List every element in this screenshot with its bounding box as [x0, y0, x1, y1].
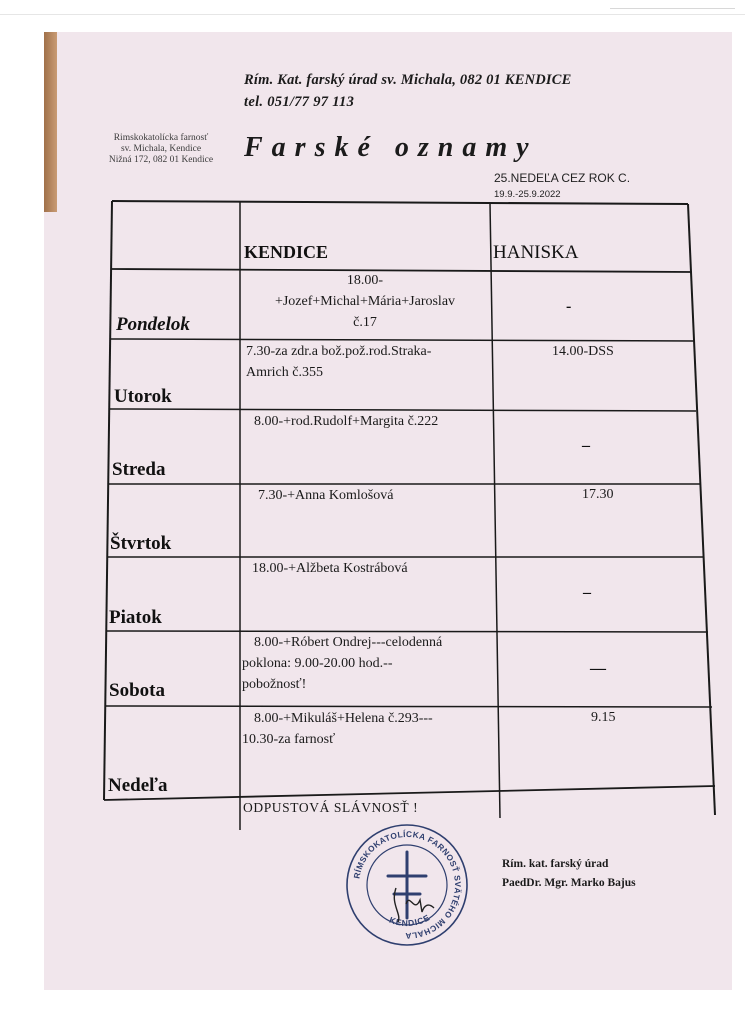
kendice-pondelok-line-2: +Jozef+Michal+Mária+Jaroslav — [274, 294, 456, 309]
office-phone: tel. 051/77 97 113 — [244, 94, 355, 110]
haniska-pondelok: - — [566, 298, 572, 315]
kendice-sobota — [240, 632, 498, 695]
week-label: 25.NEDEĽA CEZ ROK C. — [494, 171, 631, 185]
haniska-nedela: 9.15 — [591, 710, 616, 725]
haniska-streda: – — [582, 437, 590, 454]
signature-office: Rím. kat. farský úrad — [502, 858, 609, 870]
day-nedela: Nedeľa — [108, 775, 168, 796]
day-utorok: Utorok — [114, 386, 172, 407]
kendice-pondelok-line-1: 18.00- — [346, 273, 384, 288]
kendice-pondelok-line-3: č.17 — [353, 315, 377, 330]
parish-stamp-line-3: Nižná 172, 082 01 Kendice — [108, 155, 214, 165]
svg-text:KENDICE — [388, 912, 432, 928]
kendice-streda — [254, 411, 494, 432]
day-sobota: Sobota — [109, 680, 165, 701]
page-title: Farské oznamy — [244, 132, 538, 163]
feast-note: ODPUSTOVÁ SLÁVNOSŤ ! — [243, 800, 419, 815]
header-haniska: HANISKA — [493, 242, 579, 263]
office-address: Rím. Kat. farský úrad sv. Michala, 082 01 KENDICE — [244, 72, 572, 88]
kendice-sobota-line-3: pobožnosť! — [242, 677, 307, 692]
haniska-stvrtok: 17.30 — [582, 487, 614, 502]
seal-ring-text: RÍMSKOKATOLÍCKA FARNOSŤ SVÄTÉHO MICHALA — [351, 828, 464, 942]
header-kendice: KENDICE — [244, 242, 329, 262]
day-pondelok: Pondelok — [116, 314, 190, 335]
parish-stamp-line-2: sv. Michala, Kendice — [120, 144, 202, 154]
kendice-piatok-line-1: 18.00-+Alžbeta Kostrábová — [252, 561, 408, 576]
kendice-pondelok — [243, 270, 487, 333]
parish-seal-icon — [344, 822, 470, 948]
day-stvrtok: Štvrtok — [110, 533, 172, 554]
kendice-streda-line-1: 8.00-+rod.Rudolf+Margita č.222 — [254, 414, 439, 429]
kendice-nedela-line-2: 10.30-za farnosť — [242, 732, 336, 747]
haniska-piatok: – — [583, 584, 591, 601]
kendice-stvrtok — [258, 485, 494, 506]
kendice-utorok — [246, 341, 494, 383]
kendice-nedela — [242, 708, 500, 750]
seal-bottom-text: KENDICE — [387, 912, 432, 929]
day-piatok: Piatok — [109, 607, 162, 628]
haniska-sobota: — — [590, 660, 606, 677]
parish-stamp-line-1: Rimskokatolícka farnosť — [113, 133, 209, 143]
haniska-utorok: 14.00-DSS — [552, 344, 614, 359]
kendice-nedela-line-1: 8.00-+Mikuláš+Helena č.293--- — [254, 711, 433, 726]
week-dates: 19.9.-25.9.2022 — [494, 189, 561, 200]
signature-priest-name: PaedDr. Mgr. Marko Bajus — [502, 877, 636, 889]
kendice-piatok — [252, 558, 496, 579]
kendice-sobota-line-2: poklona: 9.00-20.00 hod.-- — [242, 656, 393, 671]
kendice-stvrtok-line-1: 7.30-+Anna Komlošová — [258, 488, 394, 503]
day-streda: Streda — [112, 459, 166, 480]
kendice-sobota-line-1: 8.00-+Róbert Ondrej---celodenná — [254, 635, 443, 650]
kendice-utorok-line-1: 7.30-za zdr.a bož.pož.rod.Straka- — [246, 344, 432, 359]
kendice-utorok-line-2: Amrich č.355 — [246, 365, 323, 380]
